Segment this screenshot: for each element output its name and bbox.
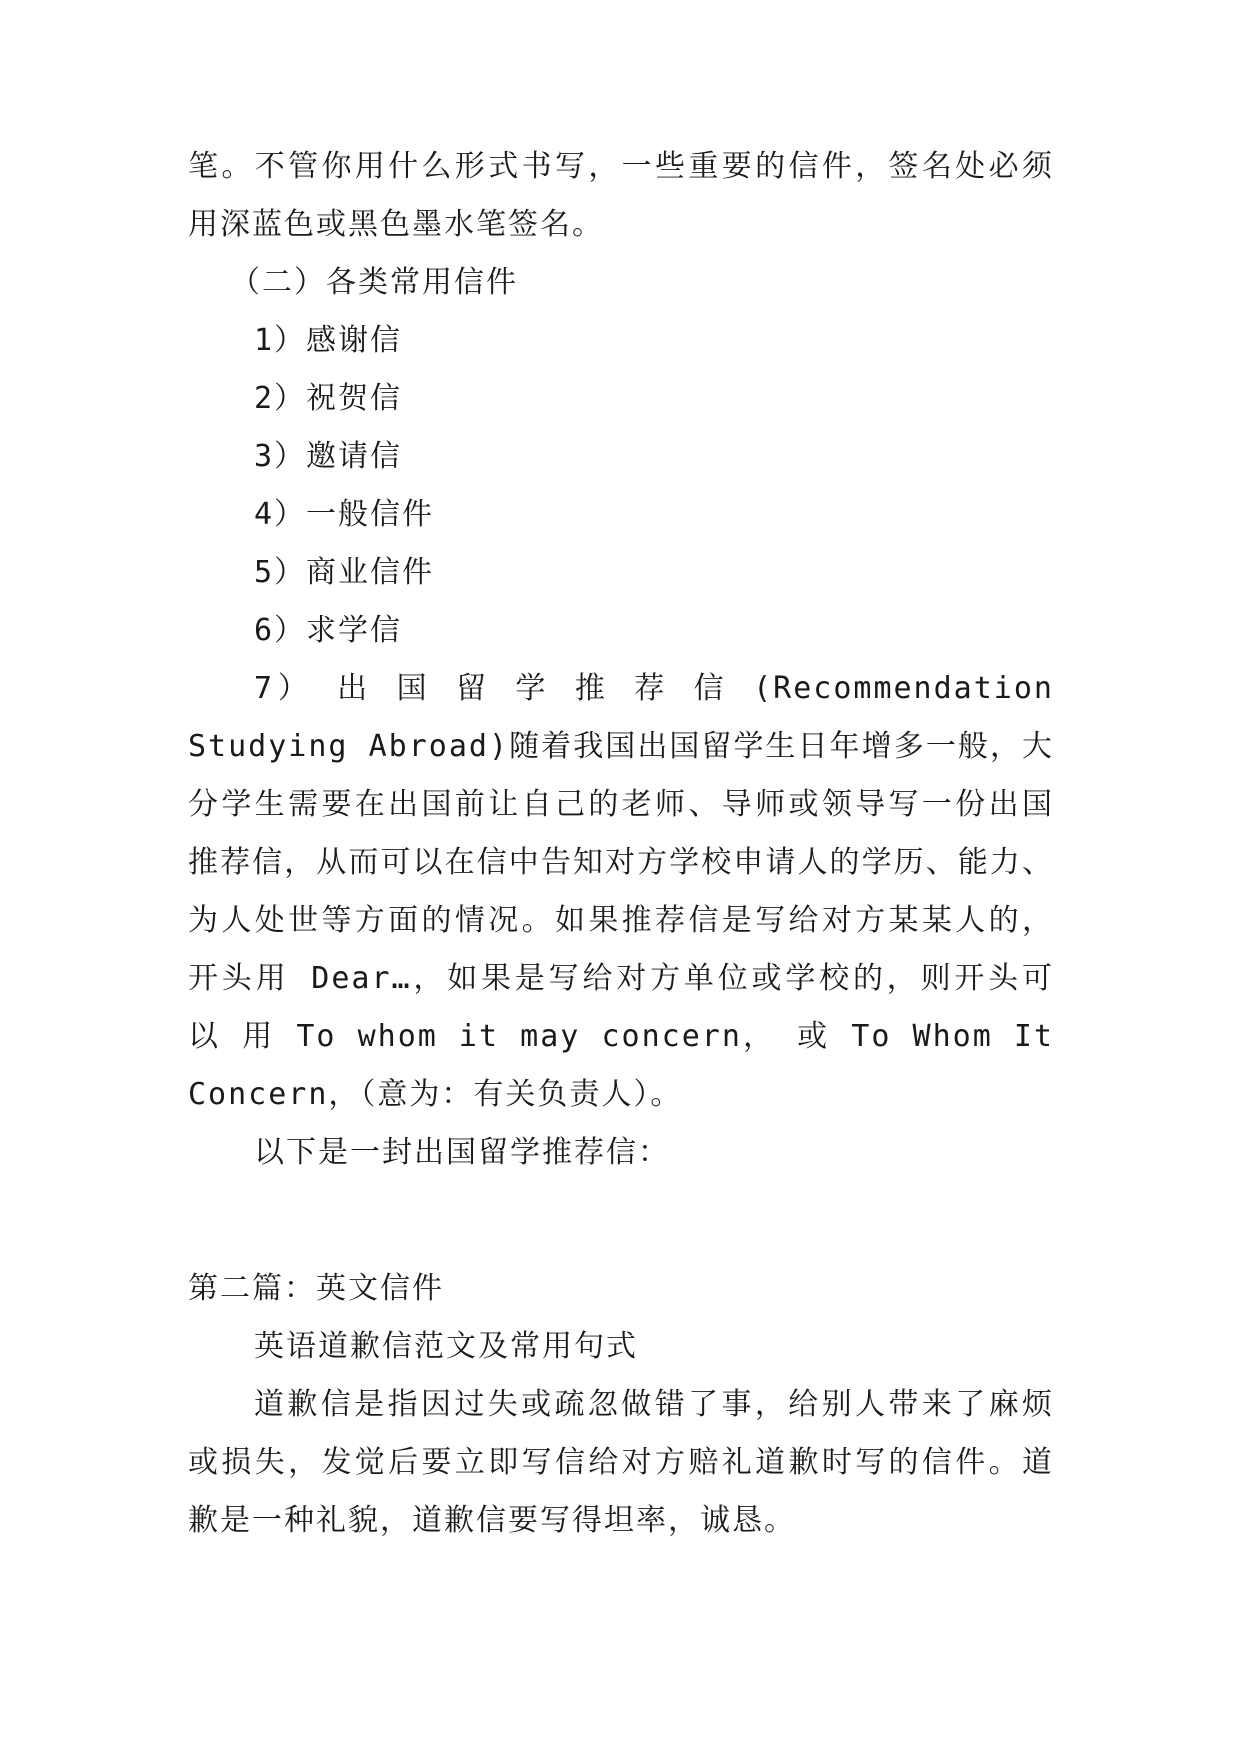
item7-line: Concern，（意为：有关负责人）。 [188, 1077, 683, 1112]
intro-line: 用深蓝色或黑色墨水笔签名。 [188, 207, 604, 242]
section-title: 第二篇：英文信件 [188, 1271, 444, 1306]
list-item: 5）商业信件 [254, 555, 435, 590]
section-subtitle: 英语道歉信范文及常用句式 [254, 1329, 638, 1364]
item7-line: 为人处世等方面的情况。如果推荐信是写给对方某某人的， [188, 903, 1054, 938]
section-one [188, 138, 1054, 1182]
list-item: 2）祝贺信 [254, 381, 403, 416]
list-item: 4）一般信件 [254, 497, 435, 532]
list-item: 1）感谢信 [254, 323, 403, 358]
list-item: 3）邀请信 [254, 439, 403, 474]
body-line: 或损失，发觉后要立即写信给对方赔礼道歉时写的信件。道 [188, 1445, 1054, 1480]
item7-line: 推荐信，从而可以在信中告知对方学校申请人的学历、能力、 [188, 845, 1054, 880]
item7-line: 开头用 Dear…，如果是写给对方单位或学校的，则开头可 [188, 961, 1054, 996]
item7-line: 7） 出 国 留 学 推 荐 信 (Recommendation [254, 671, 1054, 706]
body-line: 歉是一种礼貌，道歉信要写得坦率，诚恳。 [188, 1503, 796, 1538]
section-two [188, 1260, 1054, 1550]
section-heading: （二）各类常用信件 [230, 265, 518, 300]
intro-line: 笔。不管你用什么形式书写，一些重要的信件，签名处必须 [188, 149, 1054, 184]
closing-line: 以下是一封出国留学推荐信： [254, 1135, 670, 1170]
item7-line: Studying Abroad)随着我国出国留学生日年增多一般，大 [188, 729, 1054, 764]
list-item: 6）求学信 [254, 613, 403, 648]
item7-line: 分学生需要在出国前让自己的老师、导师或领导写一份出国 [188, 787, 1054, 822]
body-line: 道歉信是指因过失或疏忽做错了事，给别人带来了麻烦 [254, 1387, 1054, 1422]
item7-line: 以 用 To whom it may concern， 或 To Whom It [188, 1019, 1054, 1054]
